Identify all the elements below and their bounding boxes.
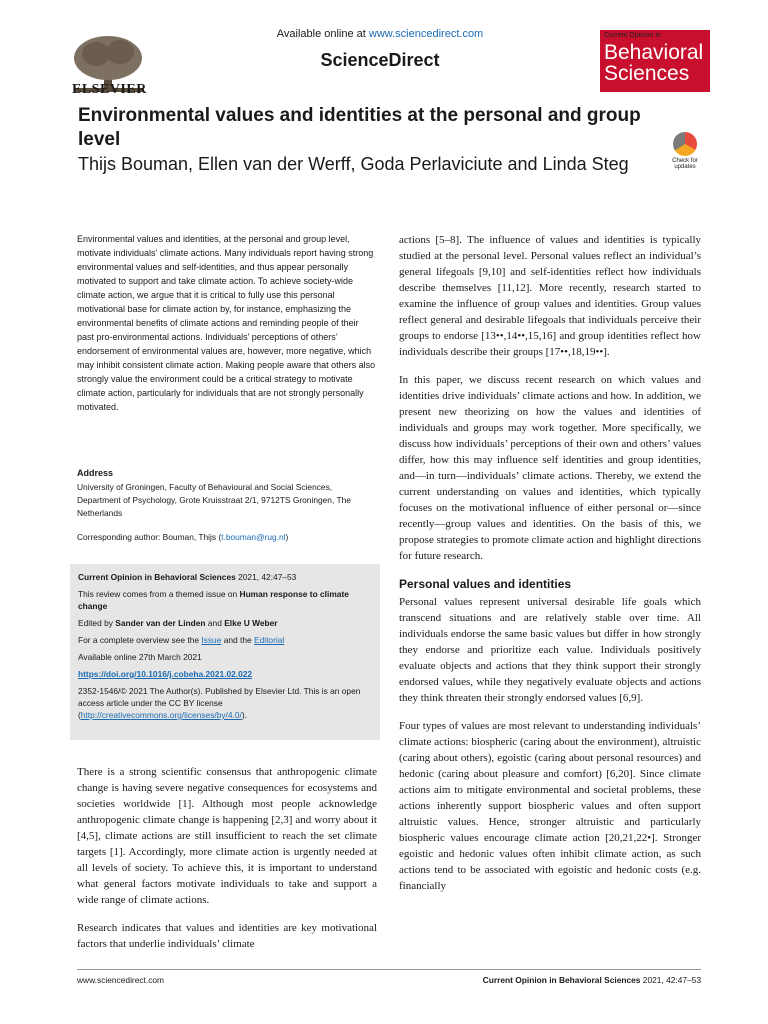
page-header xyxy=(70,22,704,102)
body-paragraph: Personal values represent universal desirable life goals which transcend situations and are relatively stable over time. All individuals endorse the same basic values but differ in how strongly they endorse and prioritize each value. Individuals positively evaluate objects and actions that they think support their strongly endorsed values, while they negatively evaluate objects and actions they think threaten their strongly endorsed values [6,9]. xyxy=(399,596,701,704)
author-email-link[interactable]: t.bouman@rug.nl xyxy=(221,532,286,542)
publisher-name: ELSEVIER xyxy=(72,82,147,97)
themed-issue: This review comes from a themed issue on Human response to climate change xyxy=(78,589,349,611)
section-heading: Personal values and identities xyxy=(399,577,572,591)
sciencedirect-brand: ScienceDirect xyxy=(320,50,440,70)
address-heading: Address xyxy=(77,468,114,478)
article-authors: Thijs Bouman, Ellen van der Werff, Goda Perlaviciute and Linda Steg xyxy=(78,154,629,174)
body-right-column xyxy=(399,232,701,906)
available-online: Available online at www.sciencedirect.com xyxy=(276,28,484,40)
footer-url: www.sciencedirect.com xyxy=(77,975,165,985)
overview: For a complete overview see the Issue and the Editorial xyxy=(78,635,285,645)
body-paragraph: Four types of values are most relevant to understanding individuals’ climate actions: biospheric (caring about the environment), altruistic (caring about others), egoistic (caring about personal resources) and hedonic (caring about pleasure and comfort) [6,20]. Since climate actions aim to mitigate environmental and societal problems, these actions inherently support biospheric values and often support altruistic values. Hence, stronger altruistic and particularly biospheric values encourage climate action [20,21,22•]. Stronger egoistic and hedonic values often inhibit climate action, as such actions tend to be associated with egoistic and hedonic costs (e.g. financially xyxy=(399,720,701,892)
corresponding-author: Corresponding author: Bouman, Thijs (t.bouman@rug.nl) xyxy=(77,532,289,542)
article-info-box xyxy=(70,564,380,740)
article-title: Environmental values and identities at the personal and group level xyxy=(78,105,641,150)
check-updates-icon xyxy=(673,132,697,156)
body-paragraph: Research indicates that values and identities are key motivational factors that underlie individuals’ climate xyxy=(77,922,377,950)
issue-link[interactable]: Issue xyxy=(201,635,222,645)
footer-divider xyxy=(77,969,701,970)
license-link[interactable]: http://creativecommons.org/licenses/by/4.0/ xyxy=(80,710,242,720)
editorial-link[interactable]: Editorial xyxy=(254,635,285,645)
body-paragraph: actions [5–8]. The influence of values and identities is typically studied at the personal level. Personal values reflect an individual’s general lifegoals [9,10] and self-identities reflect how individuals describe themselves [11,12]. More recently, research started to examine the influence of group values and identities. Group values reflect general and desirable lifegoals that individuals perceive their groups to endorse [13••,14••,15,16] and group identities reflect how individuals describe their groups [17••,18,19••]. xyxy=(399,234,701,358)
body-paragraph: There is a strong scientific consensus that anthropogenic climate change is having severe negative consequences for ecosystems and societies worldwide [1]. Although most people acknowledge anthropogenic climate change is happening [2,3] and worry about it [4,5], climate actions are still insufficient to reach the set climate targets [1]. Accordingly, more climate action is urgently needed at all levels of society. To achieve this, it is important to understand what general factors motivate individuals to take and support a wide range of climate actions. xyxy=(77,766,377,906)
available-date: Available online 27th March 2021 xyxy=(78,652,202,662)
body-paragraph: In this paper, we discuss recent research on which values and identities drive individuals’ climate actions and how. In addition, we present new theorizing on how the values and identities of individuals and groups may work together. More specifically, we discuss how individuals’ perceptions of their own and others’ values differ, how this may influence self identities and group identities, and—in turn—individuals’ climate actions. Thereby, we extend the current understanding on values and identities, which typically focuses on the motivational influence of either personal or—since recently—group values and identities. On the basis of this, we propose strategies to promote climate action and highlight directions for future research. xyxy=(399,374,701,562)
editors: Edited by Sander van der Linden and Elke U Weber xyxy=(78,618,278,628)
license: 2352-1546/© 2021 The Author(s). Published by Elsevier Ltd. This is an open access article under the CC BY license (http://creativecommons.org/licenses/by/4.0/). xyxy=(78,686,361,720)
journal-logo: Current Opinion in Behavioral Sciences xyxy=(600,30,710,92)
journal-citation: Current Opinion in Behavioral Sciences 2021, 42:47–53 xyxy=(78,572,297,582)
footer-citation: Current Opinion in Behavioral Sciences 2021, 42:47–53 xyxy=(482,975,701,985)
sciencedirect-link[interactable]: www.sciencedirect.com xyxy=(368,28,484,40)
check-for-updates-badge[interactable]: Check for updates xyxy=(668,132,702,174)
address: University of Groningen, Faculty of Behavioural and Social Sciences, Department of Psychology, Grote Kruisstraat 2/1, 9712TS Groningen, The Netherlands xyxy=(77,482,351,518)
abstract: Environmental values and identities, at the personal and group level, motivate individuals’ climate actions. Many individuals report having strong environmental values and self-identities, and thus appear personally motivated to support and take climate action. To achieve society-wide climate action, we argue that it is critical to fully use this personal motivational base for climate action by, for instance, emphasizing the environmental benefits of climate actions and reminding people of their past pro-environmental actions. Individuals’ perceptions of others’ endorsement of environmental values are, however, more negative, which may inhibit consistent climate action. Making people aware that others also strongly value the environment could be a critical strategy to motivate climate action, particularly for individuals that are not strongly personally motivated. xyxy=(77,234,376,412)
doi-link[interactable]: https://doi.org/10.1016/j.cobeha.2021.02.022 xyxy=(78,669,253,679)
body-left-column xyxy=(77,764,377,964)
